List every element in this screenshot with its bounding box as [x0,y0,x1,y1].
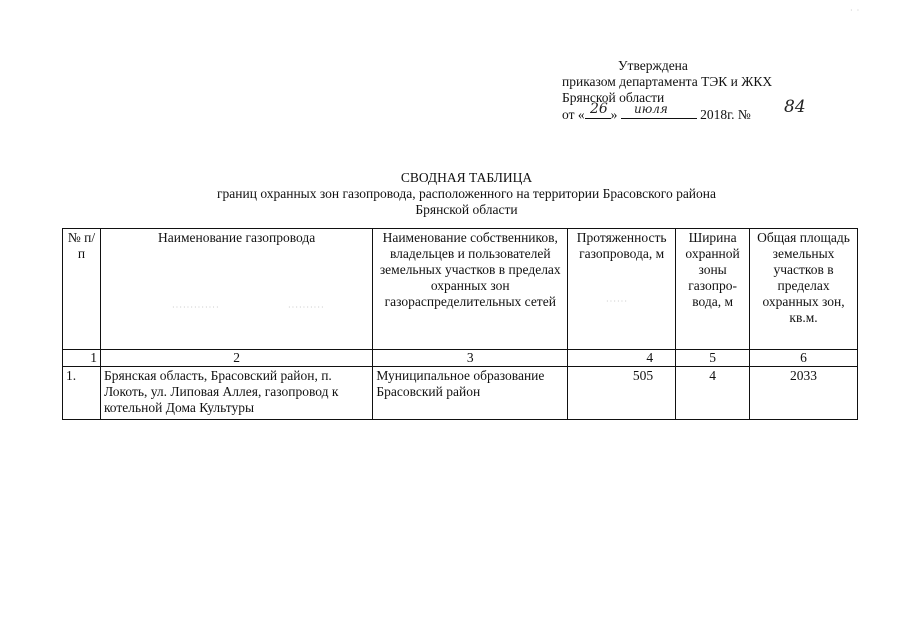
scan-artifact: · · [850,6,861,15]
document-subtitle: границ охранных зон газопровода, расположенного на территории Брасовского района [217,186,716,201]
approval-heading: Утверждена [618,58,688,73]
protection-zones-table [62,228,858,420]
header-cell-pipeline: Наименование газопровода [100,229,372,350]
handwritten-day: 26 [590,101,608,117]
header-cell-number: № п/п [63,229,101,350]
document-title: СВОДНАЯ ТАБЛИЦА [400,170,533,185]
scan-artifact: ············· [172,303,220,312]
cell-length: 505 [568,367,676,420]
column-number: 5 [676,350,750,367]
column-number: 1 [63,350,101,367]
cell-pipeline: Брянская область, Брасовский район, п. Локоть, ул. Липовая Аллея, газопровод к котельной Дома Культуры [100,367,372,420]
approval-block [562,58,806,123]
cell-owner: Муниципальное образование Брасовский район [373,367,568,420]
approval-region-line: Брянской области [562,90,665,105]
table-row [63,367,858,420]
table-header-row [63,229,858,350]
column-number: 6 [750,350,858,367]
header-cell-length: Протяженность газопровода, м [568,229,676,350]
number-sign: № [737,107,751,122]
header-cell-owners: Наименование собственников, владельцев и пользователей земельных участков в пределах охранных зон газораспределительных сетей [373,229,568,350]
handwritten-number: 84 [784,97,806,117]
cell-area: 2033 [750,367,858,420]
cell-width: 4 [676,367,750,420]
column-number: 2 [100,350,372,367]
date-mid: » [610,107,618,122]
handwritten-month: июля [634,102,668,116]
date-year: 2018г. [700,107,735,122]
cell-number: 1. [63,367,101,420]
column-number: 4 [568,350,676,367]
column-number-row [63,350,858,367]
header-cell-width: Ширина охранной зоны газопро-вода, м [676,229,750,350]
scan-artifact: ·········· [288,303,325,312]
date-prefix: от « [562,107,585,122]
approval-order-line: приказом департамента ТЭК и ЖКХ [562,74,773,89]
document-subtitle-region: Брянской области [415,202,518,217]
column-number: 3 [373,350,568,367]
header-cell-area: Общая площадь земельных участков в пределах охранных зон, кв.м. [750,229,858,350]
scan-artifact: ······ [606,297,628,306]
